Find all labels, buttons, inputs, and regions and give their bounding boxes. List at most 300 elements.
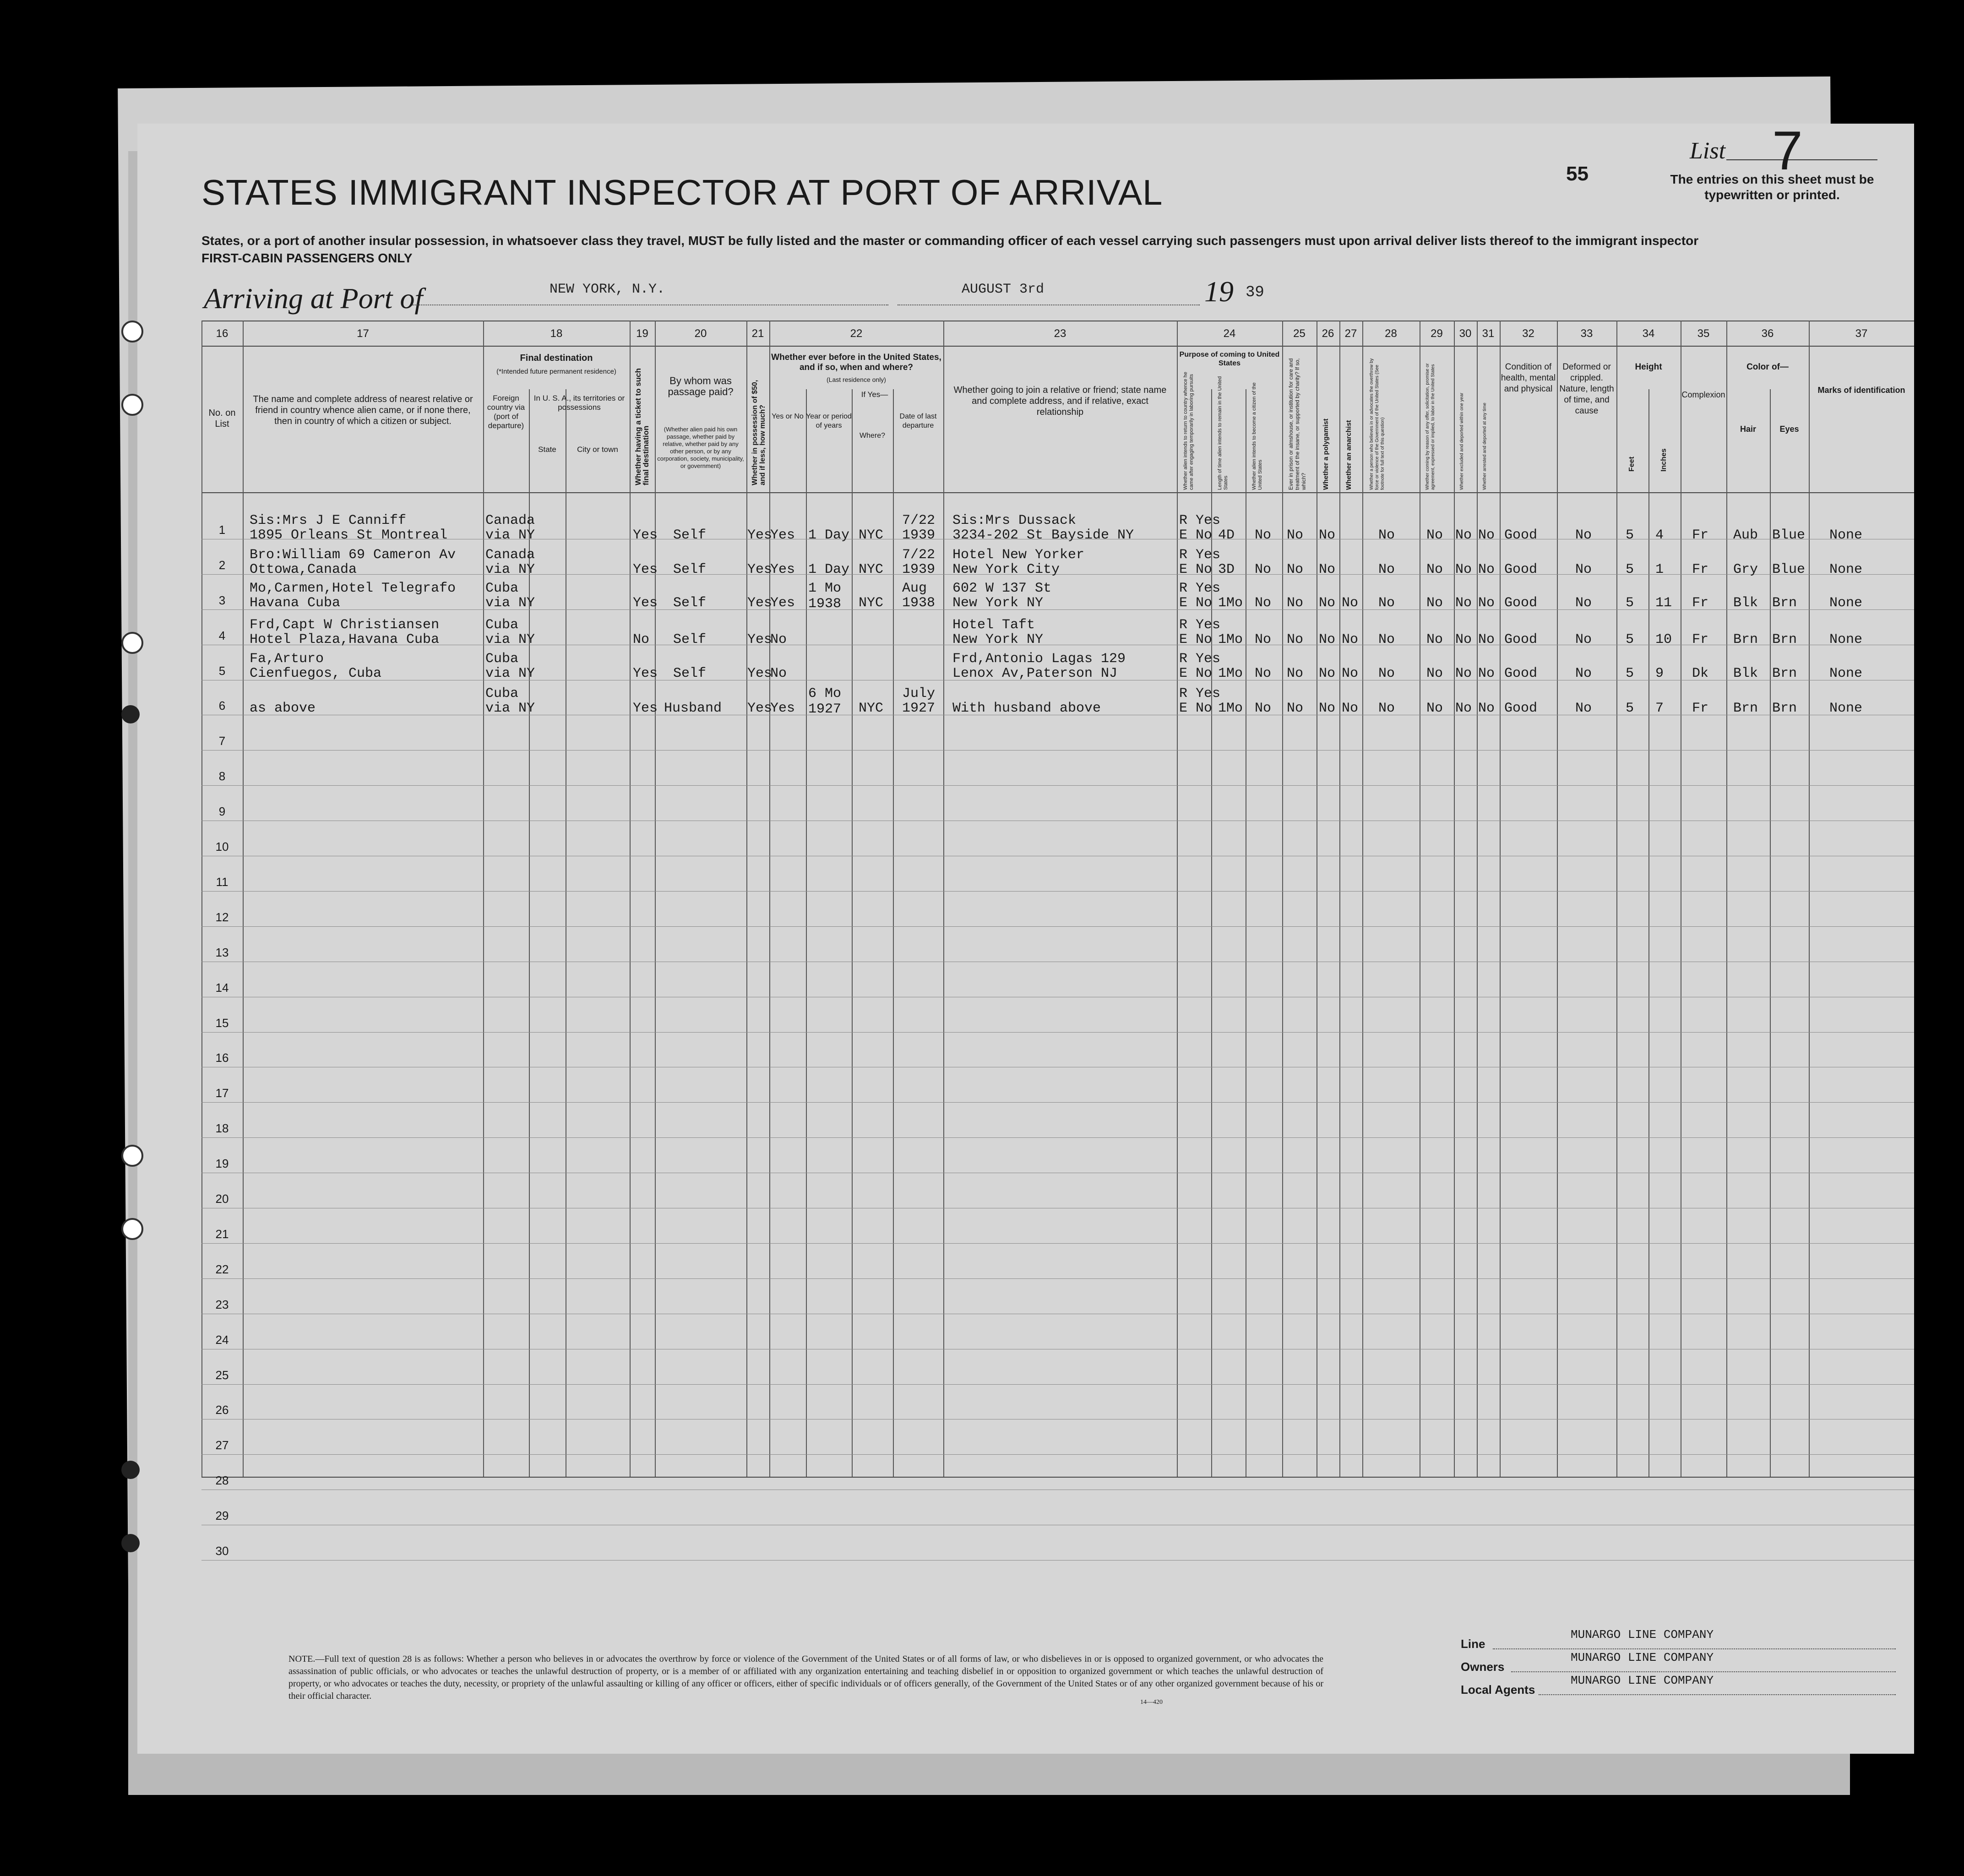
header-purpose-length: Length of time alien intends to remain in the United States bbox=[1217, 376, 1229, 490]
row-rule bbox=[201, 1102, 1914, 1103]
height-feet: 5 bbox=[1626, 527, 1634, 543]
purpose-labor: E No bbox=[1179, 701, 1213, 716]
line-value: MUNARGO LINE COMPANY bbox=[1571, 1628, 1714, 1642]
identification-marks: None bbox=[1829, 701, 1863, 716]
row-number: 12 bbox=[215, 910, 229, 924]
col-border bbox=[1616, 321, 1617, 1477]
departure-year: 1927 bbox=[902, 701, 936, 716]
join-name: Frd,Antonio Lagas 129 bbox=[952, 651, 1126, 667]
col-border bbox=[769, 321, 770, 1477]
row-number: 18 bbox=[215, 1121, 229, 1136]
column-number: 37 bbox=[1855, 327, 1868, 340]
grid-number-rule bbox=[201, 346, 1914, 347]
header-eyes: Eyes bbox=[1779, 424, 1799, 434]
ticket: Yes bbox=[633, 666, 658, 681]
height-inches: 1 bbox=[1655, 562, 1664, 577]
prison: No bbox=[1287, 632, 1304, 647]
identification-marks: None bbox=[1829, 595, 1863, 611]
column-number: 34 bbox=[1642, 327, 1655, 340]
col-border bbox=[1339, 321, 1340, 1477]
column-number: 16 bbox=[216, 327, 228, 340]
period: 1 Day bbox=[808, 527, 850, 543]
header-purpose-citizen: Whether alien intends to become a citizen of the United States bbox=[1251, 382, 1263, 490]
destination-country: Cuba bbox=[485, 651, 519, 667]
polygamist: No bbox=[1319, 632, 1336, 647]
header-q29: Whether coming by reason of any offer, solicitation, promise or agreement, expressed or implied, to labor in the United States bbox=[1425, 363, 1436, 490]
citizen-intent: No bbox=[1255, 632, 1272, 647]
eye-color: Brn bbox=[1772, 666, 1797, 681]
binder-hole bbox=[121, 1461, 140, 1479]
question-30: No bbox=[1455, 666, 1472, 681]
column-number: 24 bbox=[1223, 327, 1236, 340]
column-number: 22 bbox=[850, 327, 863, 340]
height-inches: 11 bbox=[1655, 595, 1672, 611]
row-rule bbox=[201, 1454, 1914, 1455]
question-31: No bbox=[1478, 595, 1495, 611]
header-prison: Ever in prison or almshouse, or institution for care and treatment of the insane, or supported by charity? If so, which? bbox=[1288, 358, 1307, 490]
destination-country: Cuba bbox=[485, 686, 519, 701]
where: NYC bbox=[859, 527, 884, 543]
join-name: 602 W 137 St bbox=[952, 581, 1052, 596]
header-where: Where? bbox=[859, 432, 886, 440]
destination-via: via NY bbox=[485, 527, 535, 543]
question-28: No bbox=[1378, 562, 1395, 577]
row-number: 25 bbox=[215, 1368, 229, 1382]
question-28: No bbox=[1378, 527, 1395, 543]
owners-value: MUNARGO LINE COMPANY bbox=[1571, 1651, 1714, 1664]
header-marks: Marks of identification bbox=[1817, 386, 1905, 395]
height-feet: 5 bbox=[1626, 562, 1634, 577]
col-border bbox=[1477, 321, 1478, 1477]
question-28: No bbox=[1378, 666, 1395, 681]
col-border bbox=[1454, 321, 1455, 1477]
purpose-labor: E No bbox=[1179, 632, 1213, 647]
header-before-in-us: Whether ever before in the United States, and if so, when and where? bbox=[771, 353, 941, 372]
header-deformed: Deformed or crippled. Nature, length of time, and cause bbox=[1559, 362, 1614, 416]
health: Good bbox=[1504, 527, 1538, 543]
prison: No bbox=[1287, 595, 1304, 611]
polygamist: No bbox=[1319, 527, 1336, 543]
purpose-return: R Yes bbox=[1179, 617, 1221, 633]
question-30: No bbox=[1455, 595, 1472, 611]
column-number: 30 bbox=[1459, 327, 1472, 340]
column-number: 18 bbox=[550, 327, 563, 340]
grid-header-rule bbox=[201, 492, 1914, 493]
purpose-labor: E No bbox=[1179, 562, 1213, 577]
col-border bbox=[943, 321, 944, 1477]
header-money: Whether in possession of $50, and if less, how much? bbox=[751, 380, 767, 485]
question-29: No bbox=[1426, 632, 1443, 647]
header-nearest-relative: The name and complete address of nearest relative or friend in country whence alien came, or if none there, then in country of which a citizen or subject. bbox=[253, 394, 473, 426]
ticket: Yes bbox=[633, 701, 658, 716]
prison: No bbox=[1287, 562, 1304, 577]
destination-country: Canada bbox=[485, 513, 535, 528]
header-no-on-list: No. on List bbox=[208, 408, 236, 429]
binder-hole bbox=[121, 705, 140, 723]
relative-name: Sis:Mrs J E Canniff bbox=[250, 513, 407, 528]
row-rule bbox=[201, 1243, 1914, 1244]
prison: No bbox=[1287, 527, 1304, 543]
ticket: Yes bbox=[633, 595, 658, 611]
polygamist: No bbox=[1319, 701, 1336, 716]
row-number: 7 bbox=[218, 734, 226, 748]
question-30: No bbox=[1455, 632, 1472, 647]
header-before-note: (Last residence only) bbox=[827, 376, 886, 383]
period: 1 Mo 1938 bbox=[808, 581, 842, 612]
row-number: 3 bbox=[218, 593, 226, 607]
local-agents-rule bbox=[1539, 1694, 1896, 1695]
question-29: No bbox=[1426, 701, 1443, 716]
local-agents-value: MUNARGO LINE COMPANY bbox=[1571, 1674, 1714, 1687]
departure-date: Aug bbox=[902, 581, 927, 596]
col-border bbox=[1557, 321, 1558, 1477]
prison: No bbox=[1287, 701, 1304, 716]
header-city: City or town bbox=[577, 445, 618, 454]
ticket: Yes bbox=[633, 562, 658, 577]
col-border bbox=[243, 321, 244, 1477]
deformed: No bbox=[1575, 632, 1592, 647]
deformed: No bbox=[1575, 701, 1592, 716]
height-inches: 4 bbox=[1655, 527, 1664, 543]
header-complexion: Complexion bbox=[1681, 390, 1725, 399]
question-29: No bbox=[1426, 666, 1443, 681]
money: Yes bbox=[747, 562, 773, 577]
column-number: 20 bbox=[694, 327, 707, 340]
purpose-return: R Yes bbox=[1179, 651, 1221, 667]
row-number: 21 bbox=[215, 1227, 229, 1241]
row-number: 2 bbox=[218, 558, 226, 572]
passage-paid: Self bbox=[673, 527, 707, 543]
question-28: No bbox=[1378, 595, 1395, 611]
header-final-destination: Final destination bbox=[520, 353, 593, 363]
column-number: 33 bbox=[1580, 327, 1593, 340]
hair-color: Aub bbox=[1733, 527, 1758, 543]
relative-address: Ottowa,Canada bbox=[250, 562, 357, 577]
join-name: Hotel Taft bbox=[952, 617, 1035, 633]
relative-name: Fa,Arturo bbox=[250, 651, 324, 667]
destination-via: via NY bbox=[485, 701, 535, 716]
join-address: New York City bbox=[952, 562, 1060, 577]
join-name: Hotel New Yorker bbox=[952, 547, 1085, 563]
complexion: Fr bbox=[1692, 632, 1709, 647]
list-label: List bbox=[1690, 138, 1726, 164]
join-address: 3234-202 St Bayside NY bbox=[952, 527, 1134, 543]
header-inches: Inches bbox=[1660, 448, 1668, 472]
deformed: No bbox=[1575, 595, 1592, 611]
purpose-return: R Yes bbox=[1179, 686, 1221, 701]
header-join-relative: Whether going to join a relative or friend; state name and complete address, and if relative, exact relationship bbox=[953, 385, 1167, 417]
purpose-labor: E No bbox=[1179, 527, 1213, 543]
deformed: No bbox=[1575, 562, 1592, 577]
money: Yes bbox=[747, 632, 773, 647]
column-number: 19 bbox=[636, 327, 648, 340]
complexion: Fr bbox=[1692, 595, 1709, 611]
before-in-us: Yes bbox=[770, 562, 795, 577]
ticket: No bbox=[633, 632, 650, 647]
departure-year: 1939 bbox=[902, 562, 936, 577]
column-number: 27 bbox=[1344, 327, 1357, 340]
header-ticket: Whether having a ticket to such final destination bbox=[634, 368, 650, 485]
header-polygamist: Whether a polygamist bbox=[1322, 419, 1330, 490]
polygamist: No bbox=[1319, 666, 1336, 681]
passage-paid: Self bbox=[673, 632, 707, 647]
manifest-grid bbox=[137, 321, 1914, 1749]
column-number: 29 bbox=[1431, 327, 1443, 340]
polygamist: No bbox=[1319, 562, 1336, 577]
money: Yes bbox=[747, 527, 773, 543]
hair-color: Brn bbox=[1733, 701, 1758, 716]
eye-color: Blue bbox=[1772, 527, 1806, 543]
header-usa: In U. S. A., its territories or possessions bbox=[533, 394, 625, 412]
question-28-footnote: NOTE.—Full text of question 28 is as follows: Whether a person who believes in or advocates the overthrow by force or violence of the Government of the United States or of all forms of law, or who disbelieves in or is opposed to organized government, or who advocates the assassination of public officials, or who advocates or teaches the unlawful destruction of property, or is a member of or affiliated with any organization entertaining and teaching disbelief in or opposition to organized government or which teaches the unlawful destruction of property, or who advocates or teaches the duty, necessity, or propriety of the unlawful assaulting or killing of any officer or officers, either of specific individuals or of officers generally, of the Government of the United States or of any other organized government because of his or their official character. bbox=[288, 1654, 1323, 1701]
join-address: Lenox Av,Paterson NJ bbox=[952, 666, 1118, 681]
passage-paid: Self bbox=[673, 562, 707, 577]
header-state: State bbox=[538, 445, 556, 454]
height-feet: 5 bbox=[1626, 701, 1634, 716]
length-of-stay: 1Mo bbox=[1218, 666, 1243, 681]
page-title: STATES IMMIGRANT INSPECTOR AT PORT OF ARRIVAL bbox=[201, 172, 1163, 212]
col-border bbox=[630, 321, 631, 1477]
row-number: 20 bbox=[215, 1192, 229, 1206]
relative-name: Mo,Carmen,Hotel Telegrafo bbox=[250, 581, 456, 596]
purpose-labor: E No bbox=[1179, 595, 1213, 611]
question-28: No bbox=[1378, 701, 1395, 716]
length-of-stay: 1Mo bbox=[1218, 632, 1243, 647]
row-rule bbox=[201, 1032, 1914, 1033]
header-purpose: Purpose of coming to United States bbox=[1179, 351, 1280, 367]
money: Yes bbox=[747, 666, 773, 681]
departure-date: 7/22 bbox=[902, 513, 936, 528]
year-prefix: 19 bbox=[1204, 275, 1234, 308]
row-number: 26 bbox=[215, 1403, 229, 1417]
citizen-intent: No bbox=[1255, 562, 1272, 577]
hair-color: Blk bbox=[1733, 666, 1758, 681]
complexion: Dk bbox=[1692, 666, 1709, 681]
question-30: No bbox=[1455, 701, 1472, 716]
destination-via: via NY bbox=[485, 562, 535, 577]
row-number: 19 bbox=[215, 1157, 229, 1171]
identification-marks: None bbox=[1829, 666, 1863, 681]
health: Good bbox=[1504, 562, 1538, 577]
col-border bbox=[1282, 321, 1283, 1477]
money: Yes bbox=[747, 701, 773, 716]
list-number: 7 bbox=[1772, 120, 1803, 181]
line-label: Line bbox=[1461, 1637, 1485, 1651]
row-number: 29 bbox=[215, 1509, 229, 1523]
height-feet: 5 bbox=[1626, 595, 1634, 611]
destination-via: via NY bbox=[485, 595, 535, 611]
anarchist: No bbox=[1342, 595, 1359, 611]
hair-color: Brn bbox=[1733, 632, 1758, 647]
period: 1 Day bbox=[808, 562, 850, 577]
header-anarchist: Whether an anarchist bbox=[1345, 420, 1353, 490]
line-rule bbox=[1493, 1648, 1896, 1649]
row-rule bbox=[201, 1278, 1914, 1279]
length-of-stay: 3D bbox=[1218, 562, 1235, 577]
grid-bottom-rule bbox=[201, 1477, 1914, 1478]
where: NYC bbox=[859, 562, 884, 577]
height-inches: 7 bbox=[1655, 701, 1664, 716]
question-31: No bbox=[1478, 527, 1495, 543]
row-rule bbox=[201, 891, 1914, 892]
hair-color: Gry bbox=[1733, 562, 1758, 577]
header-passage-note: (Whether alien paid his own passage, whether paid by relative, whether paid by any other person, or by any corporation, society, municipality, or government) bbox=[657, 426, 744, 469]
join-address: New York NY bbox=[952, 595, 1044, 611]
where: NYC bbox=[859, 595, 884, 611]
col-border bbox=[655, 321, 656, 1477]
health: Good bbox=[1504, 632, 1538, 647]
relative-name: Bro:William 69 Cameron Av bbox=[250, 547, 456, 563]
question-31: No bbox=[1478, 666, 1495, 681]
row-number: 16 bbox=[215, 1051, 229, 1065]
row-number: 23 bbox=[215, 1297, 229, 1311]
length-of-stay: 1Mo bbox=[1218, 595, 1243, 611]
col-border bbox=[1362, 321, 1363, 1477]
citizen-intent: No bbox=[1255, 527, 1272, 543]
relative-name: Frd,Capt W Christiansen bbox=[250, 617, 440, 633]
header-instructions: States, or a port of another insular possession, in whatsoever class they travel, MUST be fully listed and the master or commanding officer of each vessel carrying such passengers must upon arrival deliver lists thereof to the immigrant inspector bbox=[201, 234, 1699, 248]
eye-color: Brn bbox=[1772, 595, 1797, 611]
column-number: 25 bbox=[1293, 327, 1306, 340]
binder-hole bbox=[121, 1534, 140, 1552]
header-purpose-return: Whether alien intends to return to country whence he came after engaging temporarily in laboring pursuits bbox=[1183, 371, 1194, 490]
header-passage-paid: By whom was passage paid? bbox=[668, 375, 734, 397]
header-final-destination-note: (*Intended future permanent residence) bbox=[496, 368, 616, 375]
header-color: Color of— bbox=[1746, 362, 1789, 372]
departure-date: July bbox=[902, 686, 936, 701]
column-number: 35 bbox=[1697, 327, 1710, 340]
eye-color: Blue bbox=[1772, 562, 1806, 577]
question-31: No bbox=[1478, 632, 1495, 647]
row-number: 4 bbox=[218, 628, 226, 642]
citizen-intent: No bbox=[1255, 701, 1272, 716]
before-in-us: No bbox=[770, 632, 787, 647]
owners-label: Owners bbox=[1461, 1660, 1505, 1674]
column-number: 21 bbox=[751, 327, 764, 340]
identification-marks: None bbox=[1829, 562, 1863, 577]
question-31: No bbox=[1478, 562, 1495, 577]
prison: No bbox=[1287, 666, 1304, 681]
relative-address: 1895 Orleans St Montreal bbox=[250, 527, 448, 543]
header-yes-or-no: Yes or No bbox=[772, 413, 804, 420]
col-border bbox=[746, 321, 747, 1477]
header-feet: Feet bbox=[1628, 457, 1636, 472]
row-number: 13 bbox=[215, 945, 229, 959]
complexion: Fr bbox=[1692, 562, 1709, 577]
height-inches: 10 bbox=[1655, 632, 1672, 647]
destination-country: Cuba bbox=[485, 581, 519, 596]
column-number: 36 bbox=[1761, 327, 1774, 340]
relative-address: Cienfuegos, Cuba bbox=[250, 666, 382, 681]
purpose-return: R Yes bbox=[1179, 581, 1221, 596]
identification-marks: None bbox=[1829, 632, 1863, 647]
question-31: No bbox=[1478, 701, 1495, 716]
arrival-date: AUGUST 3rd bbox=[962, 282, 1045, 297]
before-in-us: Yes bbox=[770, 595, 795, 611]
header-hair: Hair bbox=[1740, 424, 1756, 434]
deformed: No bbox=[1575, 666, 1592, 681]
citizen-intent: No bbox=[1255, 595, 1272, 611]
complexion: Fr bbox=[1692, 527, 1709, 543]
complexion: Fr bbox=[1692, 701, 1709, 716]
question-29: No bbox=[1426, 595, 1443, 611]
header-if-yes: If Yes— bbox=[861, 390, 888, 399]
money: Yes bbox=[747, 595, 773, 611]
where: NYC bbox=[859, 701, 884, 716]
departure-year: 1938 bbox=[902, 595, 936, 611]
arriving-label: Arriving at Port of bbox=[204, 282, 423, 315]
passage-paid: Self bbox=[673, 595, 707, 611]
eye-color: Brn bbox=[1772, 632, 1797, 647]
destination-country: Canada bbox=[485, 547, 535, 563]
destination-via: via NY bbox=[485, 666, 535, 681]
question-30: No bbox=[1455, 527, 1472, 543]
anarchist: No bbox=[1342, 666, 1359, 681]
passage-paid: Self bbox=[673, 666, 707, 681]
sheet-stamp-number: 55 bbox=[1566, 163, 1589, 185]
row-number: 5 bbox=[218, 663, 226, 678]
row-number: 22 bbox=[215, 1262, 229, 1276]
header-q31: Whether arrested and deported at any time bbox=[1482, 402, 1487, 490]
row-number: 14 bbox=[215, 980, 229, 995]
typewrite-instructions: The entries on this sheet must be typewritten or printed. bbox=[1670, 172, 1874, 202]
deformed: No bbox=[1575, 527, 1592, 543]
column-number: 26 bbox=[1322, 327, 1334, 340]
column-number: 17 bbox=[357, 327, 369, 340]
owners-rule bbox=[1511, 1671, 1896, 1672]
question-28: No bbox=[1378, 632, 1395, 647]
length-of-stay: 1Mo bbox=[1218, 701, 1243, 716]
col-border bbox=[1809, 321, 1810, 1477]
row-rule bbox=[201, 1560, 1914, 1561]
purpose-return: R Yes bbox=[1179, 513, 1221, 528]
question-29: No bbox=[1426, 527, 1443, 543]
anarchist: No bbox=[1342, 701, 1359, 716]
join-name: Sis:Mrs Dussack bbox=[952, 513, 1077, 528]
header-health: Condition of health, mental and physical bbox=[1501, 362, 1556, 394]
anarchist: No bbox=[1342, 632, 1359, 647]
purpose-return: R Yes bbox=[1179, 547, 1221, 563]
column-number: 28 bbox=[1385, 327, 1397, 340]
health: Good bbox=[1504, 666, 1538, 681]
header-height: Height bbox=[1635, 362, 1662, 372]
destination-country: Cuba bbox=[485, 617, 519, 633]
header-q30: Whether excluded and deported within one year bbox=[1459, 392, 1464, 490]
row-number: 28 bbox=[215, 1474, 229, 1488]
column-number: 23 bbox=[1054, 327, 1066, 340]
health: Good bbox=[1504, 595, 1538, 611]
row-number: 8 bbox=[218, 769, 226, 783]
form-reference: 14—420 bbox=[1140, 1699, 1163, 1706]
col-border bbox=[1726, 321, 1727, 1477]
before-in-us: No bbox=[770, 666, 787, 681]
row-number: 17 bbox=[215, 1086, 229, 1100]
arrival-port: NEW YORK, N.Y. bbox=[549, 282, 665, 297]
row-number: 1 bbox=[218, 522, 226, 537]
col-border bbox=[1177, 321, 1178, 1477]
period: 6 Mo 1927 bbox=[808, 686, 842, 717]
departure-year: 1939 bbox=[902, 527, 936, 543]
relative-address: Havana Cuba bbox=[250, 595, 341, 611]
col-border bbox=[483, 321, 484, 1477]
departure-date: 7/22 bbox=[902, 547, 936, 563]
question-30: No bbox=[1455, 562, 1472, 577]
health: Good bbox=[1504, 701, 1538, 716]
column-number: 32 bbox=[1522, 327, 1534, 340]
passenger-class: FIRST-CABIN PASSENGERS ONLY bbox=[201, 251, 413, 265]
year-suffix: 39 bbox=[1246, 284, 1264, 301]
column-number: 31 bbox=[1482, 327, 1495, 340]
